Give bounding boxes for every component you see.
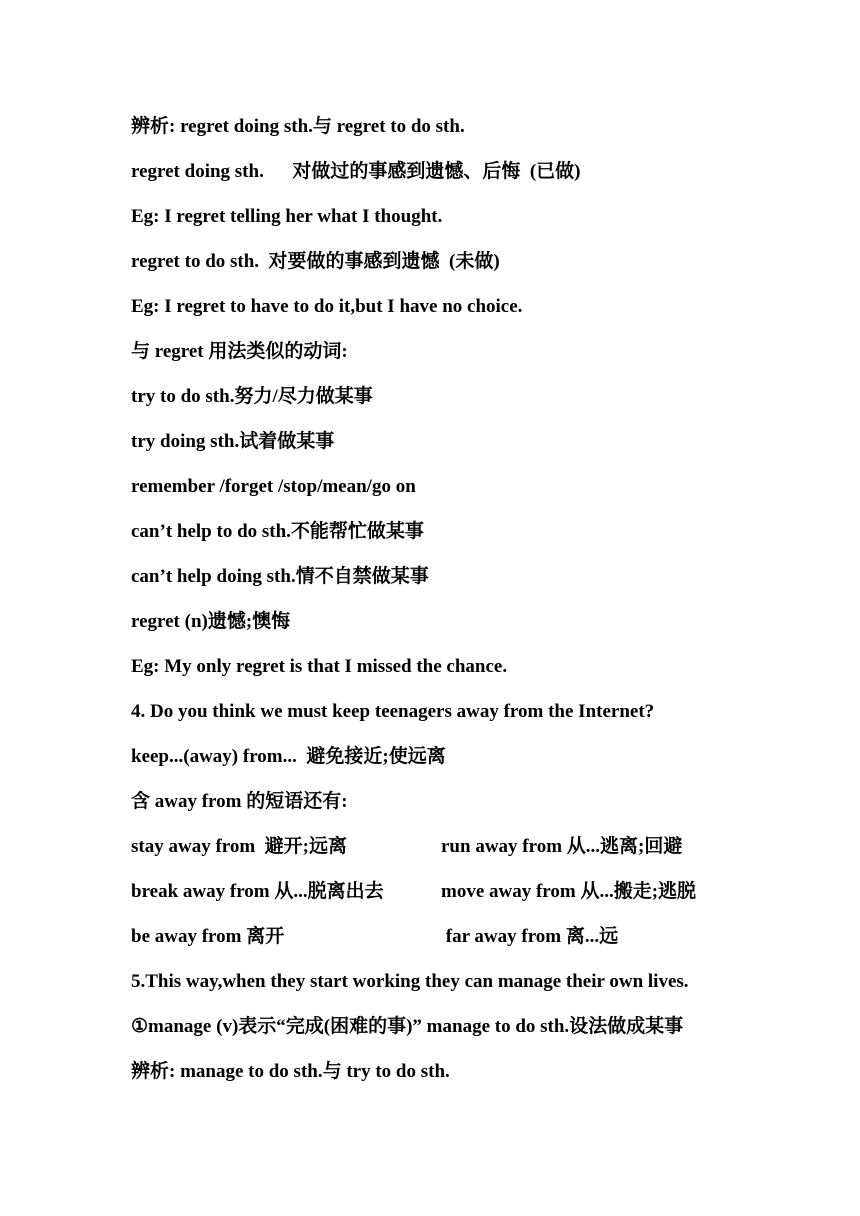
text-line: 含 away from 的短语还有: <box>131 791 348 812</box>
text-line: regret doing sth. 对做过的事感到遗憾、后悔 (已做) <box>131 161 581 182</box>
text-line: try doing sth.试着做某事 <box>131 431 335 452</box>
text-line: Eg: I regret to have to do it,but I have no choice. <box>131 296 523 317</box>
text-line: can’t help to do sth.不能帮忙做某事 <box>131 521 424 542</box>
question-heading: 4. Do you think we must keep teenagers away from the Internet? <box>131 701 655 722</box>
text-line: try to do sth.努力/尽力做某事 <box>131 386 373 407</box>
phrase-left: break away from 从...脱离出去 <box>131 881 384 902</box>
text-line: ①manage (v)表示“完成(困难的事)” manage to do sth.设法做成某事 <box>131 1016 684 1037</box>
text-line: can’t help doing sth.情不自禁做某事 <box>131 566 429 587</box>
text-line: 与 regret 用法类似的动词: <box>131 341 348 362</box>
phrase-right: move away from 从...搬走;逃脱 <box>441 881 697 902</box>
phrase-right: far away from 离...远 <box>441 926 619 947</box>
text-line: remember /forget /stop/mean/go on <box>131 476 416 497</box>
text-line: 辨析: manage to do sth.与 try to do sth. <box>131 1061 450 1082</box>
question-heading: 5.This way,when they start working they can manage their own lives. <box>131 971 689 992</box>
phrase-left: stay away from 避开;远离 <box>131 836 348 857</box>
text-line: regret (n)遗憾;懊悔 <box>131 611 291 632</box>
phrase-left: be away from 离开 <box>131 926 285 947</box>
phrase-right: run away from 从...逃离;回避 <box>441 836 683 857</box>
text-line: Eg: I regret telling her what I thought. <box>131 206 443 227</box>
text-line: keep...(away) from... 避免接近;使远离 <box>131 746 446 767</box>
text-line: regret to do sth. 对要做的事感到遗憾 (未做) <box>131 251 500 272</box>
text-line: Eg: My only regret is that I missed the chance. <box>131 656 508 677</box>
text-line: 辨析: regret doing sth.与 regret to do sth. <box>131 116 465 137</box>
